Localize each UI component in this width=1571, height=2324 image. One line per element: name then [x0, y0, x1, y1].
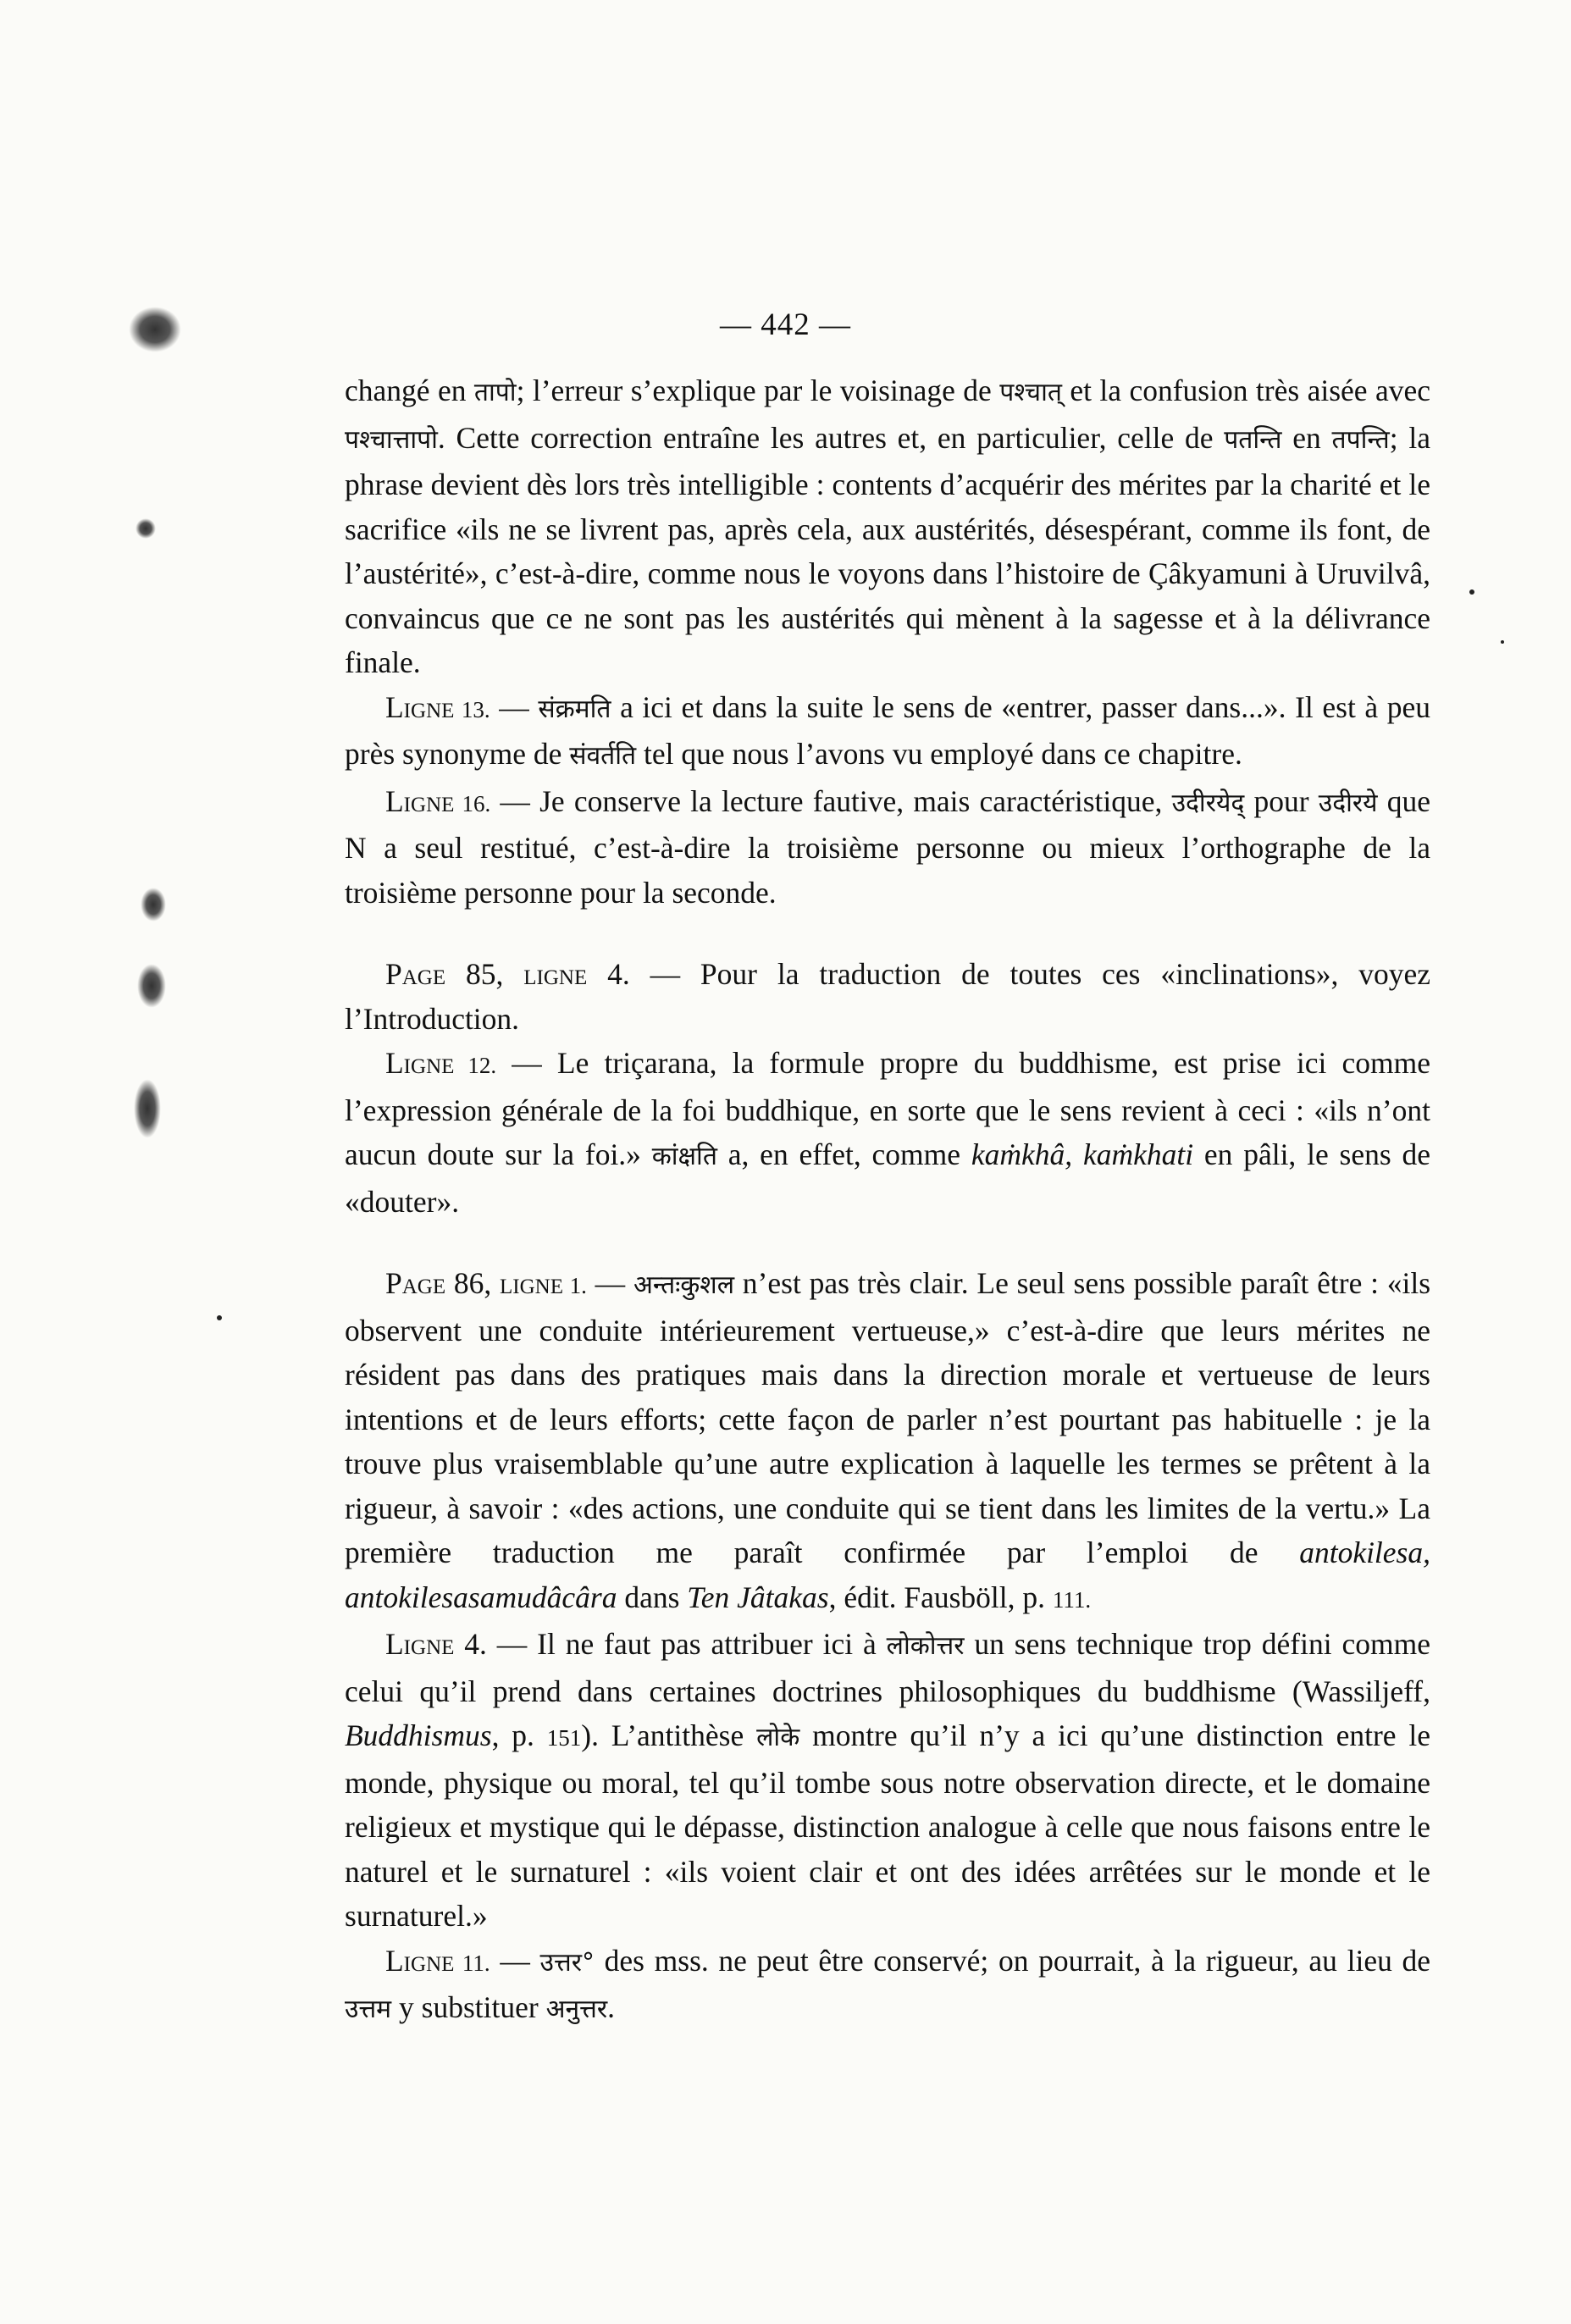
sanskrit-term: अन्तःकुशल — [633, 1270, 735, 1300]
text-run: , p. — [491, 1718, 547, 1752]
text-run: 4. — Il ne faut pas attribuer ici à — [454, 1627, 887, 1661]
text-run: ; l’erreur s’explique par le voisinage de — [516, 374, 1000, 407]
body-text — [345, 368, 1430, 2033]
paragraph — [345, 952, 1430, 1041]
text-run: des mss. ne peut être conservé; on pourrait, à la rigueur, au lieu de — [594, 1943, 1431, 1978]
sanskrit-term: उत्तम — [345, 1995, 392, 2024]
reference-label: Ligne — [385, 1627, 455, 1661]
text-run: montre qu’il n’y a ici qu’une distinction entre le monde, physique ou moral, tel qu’il tombe sous notre observation directe, et le domaine religieux et mystique qui le dépasse, distinction analogue à celle que nous faisons entre le naturel et le surnaturel : «ils voient clair et ont des idées arrêtées sur le monde et le surnaturel.» — [345, 1718, 1431, 1933]
text-run: un sens technique trop défini comme celui qu’il prend dans certaines doctrines philosophiques du buddhisme (Wassiljeff, — [345, 1627, 1430, 1708]
text-run: a ici et dans la suite le sens de «entrer, passer dans...». Il est à peu près synonyme de — [345, 689, 1431, 771]
text-run: — Le triçarana, la formule propre du buddhisme, est prise ici comme l’expression générale de la foi buddhique, en sorte que le sens revient à ceci : «ils n’ont aucun doute sur la foi.» — [345, 1046, 1430, 1171]
margin-smudge — [141, 888, 166, 921]
text-run: ). L’antithèse — [581, 1718, 757, 1752]
text-run: — — [490, 1943, 540, 1978]
reference-label: Ligne — [385, 1046, 455, 1080]
paragraph — [345, 685, 1430, 779]
reference-label: Ligne — [385, 1943, 455, 1978]
reference-number: 151 — [546, 1725, 582, 1751]
text-run: en pâli, le sens de «douter». — [345, 1137, 1430, 1219]
sanskrit-term: तापो — [473, 378, 517, 407]
italic-term: Ten Jâtakas — [687, 1580, 829, 1614]
text-run: et la confusion très aisée avec — [1061, 374, 1430, 407]
reference-number: 12. — [454, 1053, 497, 1078]
paragraph — [345, 1622, 1430, 1939]
text-run: changé en — [345, 374, 474, 407]
text-run: n’est pas très clair. Le seul sens possible paraît être : «ils observent une conduite intérieurement vertueuse,» c’est-à-dire que leurs mérites ne résident pas dans des pratiques mais dans la direction morale et vertueuse de leurs intentions et de leurs efforts; cette façon de parler n’est pourtant pas habituelle : je la trouve plus vraisemblable qu’une autre explication à laquelle les termes se prêtent à la rigueur, à savoir : «des actions, une conduite qui se tient dans les limites de la vertu.» La première traduction me paraît confirmée par l’emploi de — [345, 1266, 1431, 1569]
paragraph — [345, 1939, 1430, 2033]
text-run: en — [1281, 420, 1332, 455]
reference-number: 13. — [454, 696, 490, 722]
text-run: ; la phrase devient dès lors très intelligible : contents d’acquérir des mérites par la charité et le sacrifice «ils ne se livrent pas, après cela, aux austérités, désespérant, comme ils font, de l’austérité», c’est-à-dire, comme nous le voyons dans l’histoire de Çâkyamuni à Uruvilvâ, convaincus que ce ne sont pas les austérités qui mènent à la sagesse et à la délivrance finale. — [345, 420, 1430, 679]
margin-smudge — [136, 518, 156, 539]
sanskrit-term: तपन्ति — [1331, 424, 1390, 455]
paragraph — [345, 368, 1430, 685]
reference-label: ligne — [523, 957, 588, 991]
sanskrit-term: पश्चात्तापो — [345, 424, 438, 455]
margin-smudge — [129, 307, 181, 352]
margin-speck — [1501, 640, 1504, 644]
italic-term: antokilesa, antokilesasamudâcâra — [345, 1536, 1430, 1614]
paragraph — [345, 1261, 1430, 1622]
text-run: . Cette correction entraîne les autres et, en particulier, celle de — [437, 420, 1225, 455]
reference-label: Page — [385, 1266, 446, 1300]
text-run: 4. — Pour la traduction de toutes ces «inclinations», voyez l’Introduction. — [345, 957, 1430, 1036]
sanskrit-term: लोकोत्तर — [886, 1631, 965, 1661]
margin-speck — [1469, 589, 1474, 595]
margin-speck — [217, 1315, 222, 1320]
sanskrit-term: उदीरये — [1318, 788, 1378, 818]
sanskrit-term: पतन्ति — [1224, 424, 1282, 455]
paragraph — [345, 1041, 1430, 1224]
reference-label: ligne — [500, 1266, 564, 1300]
reference-label: Ligne — [385, 689, 455, 724]
text-run: a, en effet, comme — [716, 1137, 971, 1171]
text-run: 85, — [445, 957, 524, 991]
sanskrit-term: संक्रमति — [538, 694, 611, 724]
text-run: tel que nous l’avons vu employé dans ce chapitre. — [636, 737, 1242, 771]
text-run: 86, — [445, 1266, 501, 1300]
paragraph — [345, 779, 1430, 916]
margin-smudge — [137, 964, 166, 1008]
text-run: — Je conserve la lecture fautive, mais caractéristique, — [490, 783, 1172, 818]
reference-label: Page — [385, 957, 446, 991]
section-gap — [345, 915, 1430, 952]
sanskrit-term: पश्चात् — [999, 378, 1062, 407]
text-run: — — [586, 1266, 633, 1300]
text-run: — — [490, 689, 539, 724]
reference-number: 111. — [1052, 1586, 1092, 1613]
text-run: pour — [1244, 783, 1319, 818]
section-gap — [345, 1224, 1430, 1261]
italic-term: Buddhismus — [345, 1718, 492, 1752]
sanskrit-term: उदीरयेद् — [1171, 788, 1245, 818]
text-run: dans — [617, 1580, 688, 1614]
reference-number: 1. — [563, 1273, 587, 1298]
sanskrit-term: अनुत्तर — [545, 1995, 608, 2024]
page-number: — 442 — — [720, 307, 851, 342]
text-run: , édit. Fausböll, p. — [828, 1580, 1053, 1614]
sanskrit-term: कांक्षति — [651, 1142, 717, 1171]
text-run: y substituer — [391, 1990, 546, 2024]
reference-number: 16. — [454, 790, 491, 816]
reference-number: 11. — [454, 1950, 490, 1976]
sanskrit-term: उत्तर° — [539, 1947, 595, 1978]
reference-label: Ligne — [385, 783, 455, 818]
sanskrit-term: लोके — [756, 1723, 800, 1752]
text-run: que N a seul restitué, c’est-à-dire la troisième personne ou mieux l’orthographe de la troisième personne pour la seconde. — [345, 783, 1430, 910]
sanskrit-term: संवर्तति — [569, 741, 637, 771]
italic-term: kaṁkhâ, kaṁkhati — [971, 1137, 1194, 1171]
text-run: . — [607, 1990, 616, 2024]
margin-smudge — [134, 1079, 161, 1138]
